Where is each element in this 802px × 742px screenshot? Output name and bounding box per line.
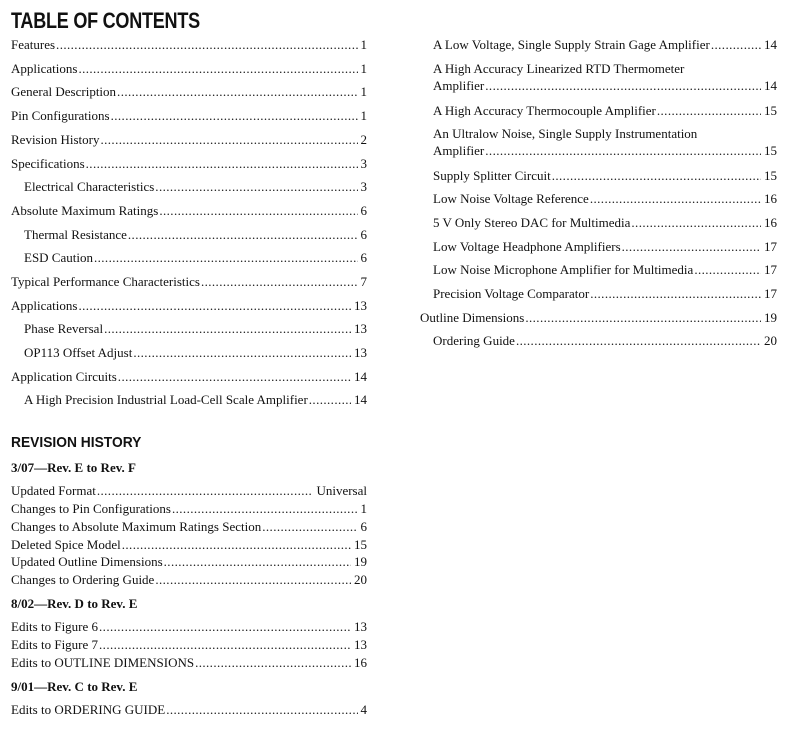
toc-entry-label-line1: An Ultralow Noise, Single Supply Instrumentation [433,126,698,141]
leader-dots [117,83,357,100]
toc-entry-thermal-resistance[interactable] [24,226,367,243]
toc-entry-applications-2[interactable] [11,297,367,314]
revision-entry-page: 20 [354,572,367,587]
leader-dots [56,36,357,53]
toc-entry-stereo-dac[interactable] [433,214,777,231]
toc-entry-microphone-amplifier[interactable] [433,261,777,278]
toc-entry-voltage-comparator[interactable] [433,285,777,302]
toc-entry-label: OP113 Offset Adjust [24,345,133,360]
toc-entry-page: 2 [360,132,367,147]
revision-entry [11,571,367,588]
leader-dots [111,107,358,124]
toc-entry-page: 13 [354,298,367,313]
revision-heading: 9/01—Rev. C to Rev. E [11,679,138,694]
toc-entry-label: General Description [11,84,117,99]
revision-entry-page: 1 [360,501,367,516]
leader-dots [694,261,761,278]
leader-dots [657,102,761,119]
toc-entry-label: Specifications [11,156,85,171]
revision-entry-label: Changes to Absolute Maximum Ratings Section [11,519,262,534]
toc-entry-page: 3 [360,179,367,194]
toc-entry-label: Supply Splitter Circuit [433,168,551,183]
revision-entry [11,636,367,653]
toc-entry-page: 6 [360,227,367,242]
leader-dots [552,167,761,184]
toc-entry-label: Amplifier [433,143,485,158]
revision-entry [11,518,367,535]
toc-entry-headphone-amplifiers[interactable] [433,238,777,255]
toc-entry-page: 14 [354,369,367,384]
leader-dots [99,636,351,653]
toc-entry-page: 1 [360,61,367,76]
toc-entry-voltage-reference[interactable] [433,190,777,207]
leader-dots [118,368,351,385]
toc-entry-electrical-characteristics[interactable] [24,178,367,195]
toc-entry-load-cell-amplifier[interactable] [24,391,367,408]
toc-entry-page: 16 [764,191,777,206]
toc-entry-label: Typical Performance Characteristics [11,274,200,289]
toc-entry-page: 14 [354,392,367,407]
revision-entry-label: Updated Outline Dimensions [11,554,163,569]
toc-entry-label: Thermal Resistance [24,227,127,242]
leader-dots [104,320,351,337]
revision-entry-label: Edits to Figure 7 [11,637,99,652]
toc-entry-outline-dimensions[interactable] [420,309,777,326]
toc-entry-features[interactable] [11,36,367,53]
revision-entry [11,553,367,570]
toc-entry-esd-caution[interactable] [24,249,367,266]
toc-entry-rtd-thermometer-amplifier[interactable] [433,60,777,94]
leader-dots [201,273,358,290]
revision-entry-page: 4 [360,702,367,717]
leader-dots [525,309,761,326]
toc-entry-page: 17 [764,286,777,301]
toc-entry-page: 15 [764,168,777,183]
toc-entry-label: Electrical Characteristics [24,179,155,194]
toc-entry-label: Low Noise Microphone Amplifier for Multimedia [433,262,694,277]
toc-entry-page: 1 [360,37,367,52]
toc-entry-label: Ordering Guide [433,333,515,348]
leader-dots [155,571,351,588]
revision-entry-page: 13 [354,637,367,652]
toc-entry-page: 19 [764,310,777,325]
toc-entry-page: 1 [360,108,367,123]
toc-entry-label: Outline Dimensions [420,310,525,325]
revision-entry-label: Changes to Ordering Guide [11,572,155,587]
toc-entry-page: 6 [360,250,367,265]
toc-entry-label: Low Noise Voltage Reference [433,191,589,206]
toc-entry-page: 1 [360,84,367,99]
leader-dots [485,77,761,94]
toc-entry-page: 20 [764,333,777,348]
toc-entry-page: 14 [764,37,777,52]
leader-dots [309,391,351,408]
toc-entry-label: 5 V Only Stereo DAC for Multimedia [433,215,631,230]
leader-dots [262,518,357,535]
leader-dots [711,36,761,53]
toc-entry-label: A High Accuracy Thermocouple Amplifier [433,103,656,118]
toc-entry-general-description[interactable] [11,83,367,100]
toc-entry-page: 6 [360,203,367,218]
toc-entry-instrumentation-amplifier[interactable] [433,125,777,159]
toc-entry-page: 17 [764,239,777,254]
leader-dots [159,202,357,219]
toc-entry-typical-performance[interactable] [11,273,367,290]
leader-dots [133,344,351,361]
toc-entry-revision-history[interactable] [11,131,367,148]
toc-entry-page: 14 [764,78,777,93]
toc-entry-page: 13 [354,321,367,336]
revision-history-title: REVISION HISTORY [11,434,142,451]
toc-entry-label-line1: A High Accuracy Linearized RTD Thermometer [433,61,685,76]
revision-entry [11,536,367,553]
leader-dots [78,60,357,77]
leader-dots [155,178,357,195]
toc-entry-page: 13 [354,345,367,360]
toc-entry-page: 15 [764,143,777,158]
revision-entry-label: Deleted Spice Model [11,537,121,552]
leader-dots [78,297,351,314]
toc-title: TABLE OF CONTENTS [11,8,200,33]
toc-entry-ordering-guide[interactable] [433,332,777,349]
revision-entry-label: Edits to Figure 6 [11,619,99,634]
toc-entry-label: A Low Voltage, Single Supply Strain Gage Amplifier [433,37,710,52]
toc-entry-phase-reversal[interactable] [24,320,367,337]
toc-entry-label: Phase Reversal [24,321,104,336]
leader-dots [164,553,351,570]
toc-entry-label: Revision History [11,132,100,147]
toc-entry-page: 7 [360,274,367,289]
leader-dots [172,500,358,517]
revision-entry-page: 19 [354,554,367,569]
toc-entry-label: Pin Configurations [11,108,110,123]
toc-entry-label: Low Voltage Headphone Amplifiers [433,239,621,254]
leader-dots [99,618,351,635]
toc-entry-op113-offset-adjust[interactable] [24,344,367,361]
revision-entry-label: Edits to ORDERING GUIDE [11,702,166,717]
revision-heading: 8/02—Rev. D to Rev. E [11,596,138,611]
toc-entry-label: Applications [11,61,78,76]
toc-entry-specifications[interactable] [11,155,367,172]
toc-entry-label: A High Precision Industrial Load-Cell Scale Amplifier [24,392,308,407]
revision-entry-page: Universal [316,483,367,498]
toc-entry-applications[interactable] [11,60,367,77]
leader-dots [166,701,357,718]
toc-entry-label: Features [11,37,56,52]
revision-entry-label: Updated Format [11,483,96,498]
toc-entry-label: ESD Caution [24,250,93,265]
toc-entry-page: 17 [764,262,777,277]
toc-entry-label: Absolute Maximum Ratings [11,203,159,218]
toc-entry-label: Applications [11,298,78,313]
leader-dots [94,249,358,266]
toc-entry-page: 3 [360,156,367,171]
revision-entry-page: 13 [354,619,367,634]
toc-entry-page: 16 [764,215,777,230]
revision-entry-page: 16 [354,655,367,670]
toc-entry-pin-configurations[interactable] [11,107,367,124]
leader-dots [485,142,761,159]
revision-entry [11,701,367,718]
revision-entry [11,482,367,499]
leader-dots [622,238,761,255]
leader-dots [590,190,761,207]
leader-dots [122,536,351,553]
revision-entry-page: 6 [360,519,367,534]
revision-entry-page: 15 [354,537,367,552]
toc-entry-label: Precision Voltage Comparator [433,286,590,301]
revision-entry [11,618,367,635]
toc-entry-application-circuits[interactable] [11,368,367,385]
leader-dots [100,131,357,148]
revision-entry-label: Changes to Pin Configurations [11,501,171,516]
toc-entry-thermocouple-amplifier[interactable] [433,102,777,119]
toc-entry-strain-gage-amplifier[interactable] [433,36,777,53]
toc-entry-absolute-maximum-ratings[interactable] [11,202,367,219]
revision-heading: 3/07—Rev. E to Rev. F [11,460,136,475]
leader-dots [97,482,314,499]
leader-dots [86,155,358,172]
toc-entry-label: Amplifier [433,78,485,93]
toc-entry-label: Application Circuits [11,369,117,384]
leader-dots [631,214,761,231]
toc-entry-supply-splitter-circuit[interactable] [433,167,777,184]
leader-dots [516,332,761,349]
revision-entry-label: Edits to OUTLINE DIMENSIONS [11,655,195,670]
leader-dots [128,226,358,243]
revision-entry [11,500,367,517]
revision-entry [11,654,367,671]
leader-dots [195,654,351,671]
leader-dots [590,285,761,302]
toc-entry-page: 15 [764,103,777,118]
